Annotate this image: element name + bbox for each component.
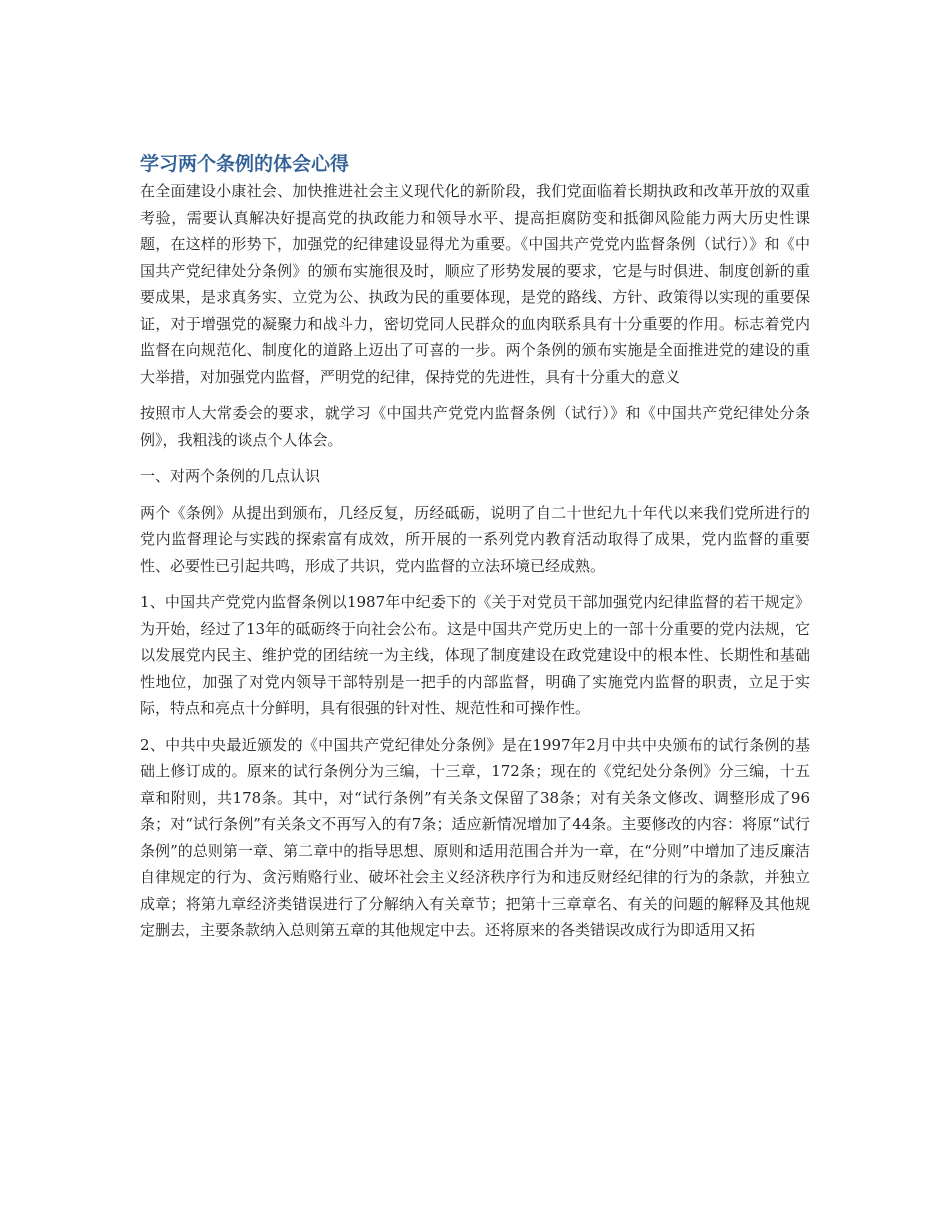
paragraph-point-1: 1、中国共产党党内监督条例以1987年中纪委下的《关于对党员干部加强党内纪律监督的若干规定》为开始，经过了13年的砥砺终于向社会公布。这是中国共产党历史上的一部十分重要的党内法规，它以发展党内民主、维护党的团结统一为主线，体现了制度建设在政党建设中的根本性、长期性和基础性地位，加强了对党内领导干部特别是一把手的内部监督，明确了实施党内监督的职责，立足于实际，特点和亮点十分鲜明，具有很强的针对性、规范性和可操作性。 xyxy=(140,593,810,717)
paragraph-intro: 在全面建设小康社会、加快推进社会主义现代化的新阶段，我们党面临着长期执政和改革开放的双重考验，需要认真解决好提高党的执政能力和领导水平、提高拒腐防变和抵御风险能力两大历史性课题，在这样的形势下，加强党的纪律建设显得尤为重要。《中国共产党党内监督条例（试行）》和《中国共产党纪律处分条例》的颁布实施很及时，顺应了形势发展的要求，它是与时俱进、制度创新的重要成果，是求真务实、立党为公、执政为民的重要体现，是党的路线、方针、政策得以实现的重要保证，对于增强党的凝聚力和战斗力，密切党同人民群众的血肉联系具有十分重要的作用。标志着党内监督在向规范化、制度化的道路上迈出了可喜的一步。两个条例的颁布实施是全面推进党的建设的重大举措，对加强党内监督，严明党的纪律，保持党的先进性，具有十分重大的意义 xyxy=(140,182,810,386)
document-title: 学习两个条例的体会心得 xyxy=(140,153,350,175)
paragraph-section-1-body: 两个《条例》从提出到颁布，几经反复，历经砥砺，说明了自二十世纪九十年代以来我们党所进行的党内监督理论与实践的探索富有成效，所开展的一系列党内教育活动取得了成果，党内监督的重要性、必要性已引起共鸣，形成了共识，党内监督的立法环境已经成熟。 xyxy=(140,503,810,575)
paragraph-purpose: 按照市人大常委会的要求，就学习《中国共产党党内监督条例（试行）》和《中国共产党纪律处分条例》，我粗浅的谈点个人体会。 xyxy=(140,404,810,449)
document-page xyxy=(140,150,810,954)
section-heading-1: 一、对两个条例的几点认识 xyxy=(140,467,321,485)
paragraph-point-2: 2、中共中央最近颁发的《中国共产党纪律处分条例》是在1997年2月中共中央颁布的试行条例的基础上修订成的。原来的试行条例分为三编，十三章，172条；现在的《党纪处分条例》分三编，十五章和附则，共178条。其中，对“试行条例”有关条文保留了38条；对有关条文修改、调整形成了96条；对“试行条例”有关条文不再写入的有7条；适应新情况增加了44条。主要修改的内容：将原“试行条例”的总则第一章、第二章中的指导思想、原则和适用范围合并为一章，在“分则”中增加了违反廉洁自律规定的行为、贪污贿赂行业、破坏社会主义经济秩序行为和违反财经纪律的行为的条款，并独立成章；将第九章经济类错误进行了分解纳入有关章节；把第十三章章名、有关的问题的解释及其他规定删去，主要条款纳入总则第五章的其他规定中去。还将原来的各类错误改成行为即适用又拓 xyxy=(140,735,810,939)
